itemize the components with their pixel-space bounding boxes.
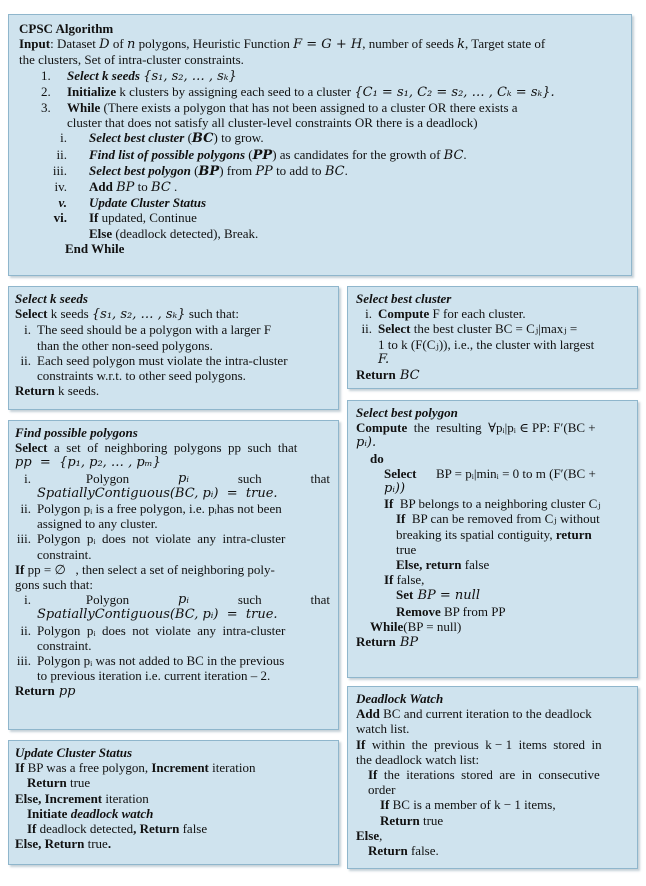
polygon-if-1-label: If [384,496,394,512]
possible-b1-line-2: SpatiallyContiguous(BC, pᵢ) = true. [37,607,278,623]
while-step-1: i. Select best cluster (BC) to grow. [19,130,621,146]
update-line-3 [15,791,332,806]
polygon-set-label: Set [396,587,414,603]
possible-return-text: pp [54,684,76,700]
possible-a3-text: Polygon pᵢ does not violate any intra-cluster [37,531,286,547]
cluster-item-2-line-2: 1 to k (F(Cⱼ)), i.e., the cluster with largest [378,336,595,352]
possible-b3-line-2: to previous iteration i.e. current iteration – 2. [37,668,271,684]
polygon-return-label: Return [356,634,396,650]
possible-b2-number: ii. [20,622,31,638]
possible-return-label: Return [15,683,55,699]
while-step-3-number: iii. [52,162,67,178]
step-3-line-2: cluster that does not satisfy all cluster-level constraints OR there is a deadlock) [67,115,478,131]
while-step-6-else-rest: (deadlock detected), Break. [112,225,259,241]
possible-b2-line-2: constraint. [37,637,92,653]
while-step-3-rest-a: from [223,162,256,178]
seeds-title: Select k seeds [15,291,88,306]
possible-a1-number: i. [24,470,31,486]
seeds-item-1-line-2: than the other non-seed polygons. [37,337,213,353]
cluster-compute-label: Compute [378,306,430,322]
possible-a2-text: Polygon pᵢ is a free polygon, i.e. pᵢhas not been [37,501,282,517]
while-step-6-number: vi. [53,210,67,226]
deadlock-if-2-label: If [368,767,378,783]
deadlock-line-3 [356,737,631,752]
while-step-1-number: i. [60,130,67,146]
polygon-while [356,619,631,634]
cluster-select-label: Select [378,321,411,337]
deadlock-line-8-text: true [419,812,444,828]
seeds-item-2 [15,353,332,368]
seeds-select-label: Select [15,306,48,322]
update-line-4 [15,806,332,821]
deadlock-return-false-label: Return [368,843,408,859]
update-return-label: Return [27,775,67,791]
input-label: Input [19,36,51,52]
polygon-remove-label: Remove [396,603,441,619]
seeds-item-2-text: Each seed polygon must violate the intra-cluster [37,352,288,368]
select-polygon-box [347,400,638,678]
step-1 [19,68,621,84]
possible-a1 [15,471,330,486]
deadlock-if-label: If [356,736,366,752]
deadlock-line-9-text: , [379,827,383,843]
possible-line-1-text: a set of neighboring polygons pp such that [47,440,298,456]
while-step-3-math-3: BC [324,163,345,179]
possible-if-label: If [15,561,25,577]
select-cluster-box [347,286,638,389]
step-3-number: 3. [41,100,51,116]
seeds-item-1 [15,322,332,337]
while-step-4-rest: to [134,179,152,195]
while-step-4-number: iv. [54,179,67,195]
while-step-3-title: Select best polygon [89,162,191,178]
possible-b3-number: iii. [16,653,31,669]
polygon-select-label: Select [384,465,417,481]
update-else-return-label: Else, Return [15,836,85,852]
polygon-if-false-label: If [384,572,394,588]
polygon-return-text: BP [395,635,419,651]
while-step-4-math-2: BC [151,180,171,196]
possible-a3-line-2: constraint. [37,546,92,562]
polygon-if-2-line-2 [356,527,631,542]
while-step-6-rest: updated, Continue [98,210,197,226]
possible-select-label: Select [15,440,48,456]
cluster-item-2-number: ii. [361,321,372,337]
input-text-3: polygons, Heuristic Function [135,36,294,52]
seeds-item-1-text: The seed should be a polygon with a larger F [37,322,272,338]
polygon-return [356,634,631,650]
input-heuristic: F = G + H [293,37,363,53]
seeds-line-1 [15,306,332,322]
while-step-1-title: Select best cluster [89,130,185,146]
possible-b3 [15,653,330,668]
seeds-item-1-number: i. [24,322,31,338]
while-step-6-title: If [89,210,99,226]
polygon-if-2 [356,511,631,526]
seeds-return-label: Return [15,383,55,399]
update-else-increment-label: Else, Increment [15,790,103,806]
cluster-item-2 [356,321,631,336]
deadlock-line-10 [356,843,631,858]
step-3-line-1: (There exists a polygon that has not been assigned to a cluster OR there exists a [100,100,518,116]
seeds-item-2-line-2: constraints w.r.t. to other seed polygons. [37,368,246,384]
cluster-item-1-text: F for each cluster. [429,306,526,322]
polygon-set-text: BP = null [413,588,480,604]
polygon-if-2-line-2-a: breaking its spatial contiguity, [396,526,556,542]
deadlock-return-true-label: Return [380,812,420,828]
while-step-3: iii. Select best polygon (BP) from PP to add to BC. [19,163,621,179]
update-line-2-text: true [66,775,91,791]
seeds-line-1-c: such that: [185,306,239,322]
polygon-else [356,557,631,572]
polygon-while-label: While [370,618,404,634]
polygon-if-1 [356,496,631,511]
while-step-4-title: Add [89,179,113,195]
possible-a1-word-3: such [237,470,262,486]
polygon-do: do [370,450,384,466]
update-if-label: If [15,760,25,776]
while-step-4-math: BP [116,180,135,196]
select-seeds-box [8,286,339,410]
input-count: n [126,37,136,53]
cluster-return [356,367,631,383]
possible-b1-word-4: that [310,592,330,608]
while-step-2-math-2: BC [443,147,464,163]
deadlock-if-3-label: If [380,797,390,813]
update-line-1 [15,760,332,775]
polygon-remove-text: BP from PP [440,603,506,619]
possible-b1-number: i. [24,592,31,608]
while-step-1-rest: to grow. [217,130,264,146]
input-text-5: , Target state of [465,36,546,52]
step-1-title: Select k seeds [67,67,140,83]
update-increment-label: Increment [151,760,209,776]
deadlock-line-10-text: false. [407,843,439,859]
input-line-2: the clusters, Set of intra-cluster constraints. [19,52,244,68]
update-line-6-dot: . [107,836,112,852]
cluster-return-text: BC [395,368,420,384]
possible-line-2: pp = {p₁, p₂, … , pₘ} [15,455,161,471]
polygon-if-2-line-3: true [396,541,417,557]
possible-b1-word-3: such [237,592,262,608]
input-text-4: , number of seeds [362,36,458,52]
step-2-math: {C₁ = s₁, C₂ = s₂, … , Cₖ = sₖ}. [354,84,555,100]
step-3 [19,100,621,115]
possible-b3-text: Polygon pᵢ was not added to BC in the previous [37,653,285,669]
update-line-3-text: iteration [102,790,149,806]
while-step-6-else [19,226,621,241]
polygon-if-false-text: false, [393,572,425,588]
deadlock-add-label: Add [356,706,380,722]
deadlock-line-5 [356,767,631,782]
input-text-1: : Dataset [50,36,100,52]
polygon-remove [356,604,631,619]
possible-b1 [15,592,330,607]
update-status-box [8,740,339,865]
while-step-2: ii. Find list of possible polygons (PP) as candidates for the growth of BC. [19,147,621,163]
possible-a3 [15,531,330,546]
possible-b1-word-2: pᵢ [178,592,189,608]
update-line-5-c: false [179,821,208,837]
polygon-select-line-2: pᵢ)) [384,481,406,497]
possible-a2-number: ii. [20,501,31,517]
while-step-3-math-2: PP [255,163,273,179]
possible-polygons-box [8,420,339,730]
while-step-1-math: BC [191,131,214,147]
possible-title: Find possible polygons [15,425,138,440]
update-return-2-label: , Return [133,821,180,837]
while-step-4: iv. Add BP to BC . [19,179,621,195]
possible-a2 [15,501,330,516]
possible-a3-number: iii. [16,531,31,547]
step-3-title: While [67,100,101,116]
polygon-compute-label: Compute [356,420,408,436]
while-step-2-title: Find list of possible polygons [89,146,246,162]
update-line-1-c: iteration [208,760,256,776]
step-1-number: 1. [41,67,51,83]
deadlock-line-7-text: BC is a member of k − 1 items, [389,797,556,813]
cluster-item-2-text: the best cluster BC = Cⱼ|maxⱼ = [410,321,578,337]
possible-b2-text: Polygon pᵢ does not violate any intra-cluster [37,622,286,638]
algorithm-title: CPSC Algorithm [19,21,114,36]
polygon-if-2-text: BP can be removed from Cⱼ without [405,511,600,527]
deadlock-title: Deadlock Watch [356,691,444,706]
step-2 [19,84,621,100]
polygon-select-text: BP = pᵢ|minᵢ = 0 to m (F′(BC + [416,465,596,481]
possible-b1-word-1: Polygon [85,592,130,608]
update-line-6-text: true [84,836,108,852]
update-initiate-label: Initiate [27,805,68,821]
while-step-2-math: PP [252,147,273,163]
possible-a2-line-2: assigned to any cluster. [37,516,158,532]
possible-a1-word-2: pᵢ [178,470,189,486]
cluster-item-1-number: i. [365,306,372,322]
polygon-set [356,587,631,603]
input-line [19,36,621,52]
step-2-title: Initialize [67,83,117,99]
seeds-item-2-number: ii. [20,352,31,368]
update-line-1-a: BP was a free polygon, [24,760,152,776]
update-line-6 [15,836,332,851]
possible-return [15,683,330,699]
while-step-2-rest: as candidates for the growth of [276,146,444,162]
while-step-5-title: Update Cluster Status [89,195,207,211]
update-line-2 [15,775,332,790]
possible-b2 [15,623,330,638]
cluster-item-1 [356,306,631,321]
polygon-while-text: (BP = null) [403,618,462,634]
while-step-2-number: ii. [56,146,67,162]
seeds-return [15,383,332,398]
polygon-select [356,466,631,481]
polygon-else-text: false [461,557,490,573]
possible-if-text: pp = ∅ , then select a set of neighboring poly- [24,561,275,577]
while-step-5 [19,195,621,210]
step-2-number: 2. [41,83,51,99]
polygon-if-1-text: BP belongs to a neighboring cluster Cⱼ [393,496,601,512]
deadlock-line-9 [356,828,631,843]
deadlock-line-2: watch list. [356,721,410,737]
seeds-line-1-math: {s₁, s₂, … , sₖ} [91,307,186,323]
update-if-2-label: If [27,821,37,837]
seeds-line-1-a: k seeds [47,306,92,322]
cluster-return-label: Return [356,367,396,383]
polygon-if-2-label: If [396,511,406,527]
while-step-3-math: BP [198,163,220,179]
while-step-6 [19,210,621,225]
cpsc-algorithm-box [8,14,632,276]
deadlock-else-label: Else [356,827,380,843]
deadlock-line-7 [356,797,631,812]
polygon-line-1 [356,420,631,435]
polygon-title: Select best polygon [356,405,458,420]
update-title: Update Cluster Status [15,745,133,760]
cluster-title: Select best cluster [356,291,452,306]
polygon-if-2-return: return [555,526,592,542]
seeds-return-text: k seeds. [54,383,100,399]
possible-if-line-2: gons such that: [15,577,93,593]
input-dataset: D [99,37,110,53]
while-step-5-number: v. [58,195,67,211]
deadlock-line-1-text: BC and current iteration to the deadlock [379,706,592,722]
while-step-6-else-label: Else [89,225,113,241]
cluster-item-2-line-3: F. [378,351,390,367]
polygon-if-false [356,572,631,587]
step-2-text: k clusters by assigning each seed to a cluster [116,83,355,99]
deadlock-line-8 [356,813,631,828]
polygon-line-2: pᵢ). [356,435,377,451]
while-step-3-rest-b: to add to [272,162,325,178]
possible-a1-word-1: Polygon [85,470,130,486]
deadlock-watch-box [347,686,638,869]
update-deadlock-watch: deadlock watch [67,805,154,821]
update-line-5-a: deadlock detected [36,821,134,837]
polygon-line-1-text: the resulting ∀pᵢ|pᵢ ∈ PP: F′(BC + [407,420,596,436]
input-text-2: of [109,36,127,52]
polygon-else-label: Else, return [396,557,462,573]
deadlock-line-1 [356,706,631,721]
possible-a1-word-4: that [310,470,330,486]
end-while: End While [65,240,125,256]
deadlock-line-3-text: within the previous k − 1 items stored in [365,736,602,752]
update-line-5 [15,821,332,836]
possible-line-1 [15,440,330,455]
possible-if [15,562,330,577]
step-1-math: {s₁, s₂, … , sₖ} [143,68,237,84]
input-seeds: k [457,37,466,53]
deadlock-line-6: order [368,782,396,798]
possible-a1-line-2: SpatiallyContiguous(BC, pᵢ) = true. [37,485,278,501]
deadlock-line-4: the deadlock watch list: [356,751,480,767]
deadlock-line-5-text: the iterations stored are in consecutive [377,767,600,783]
